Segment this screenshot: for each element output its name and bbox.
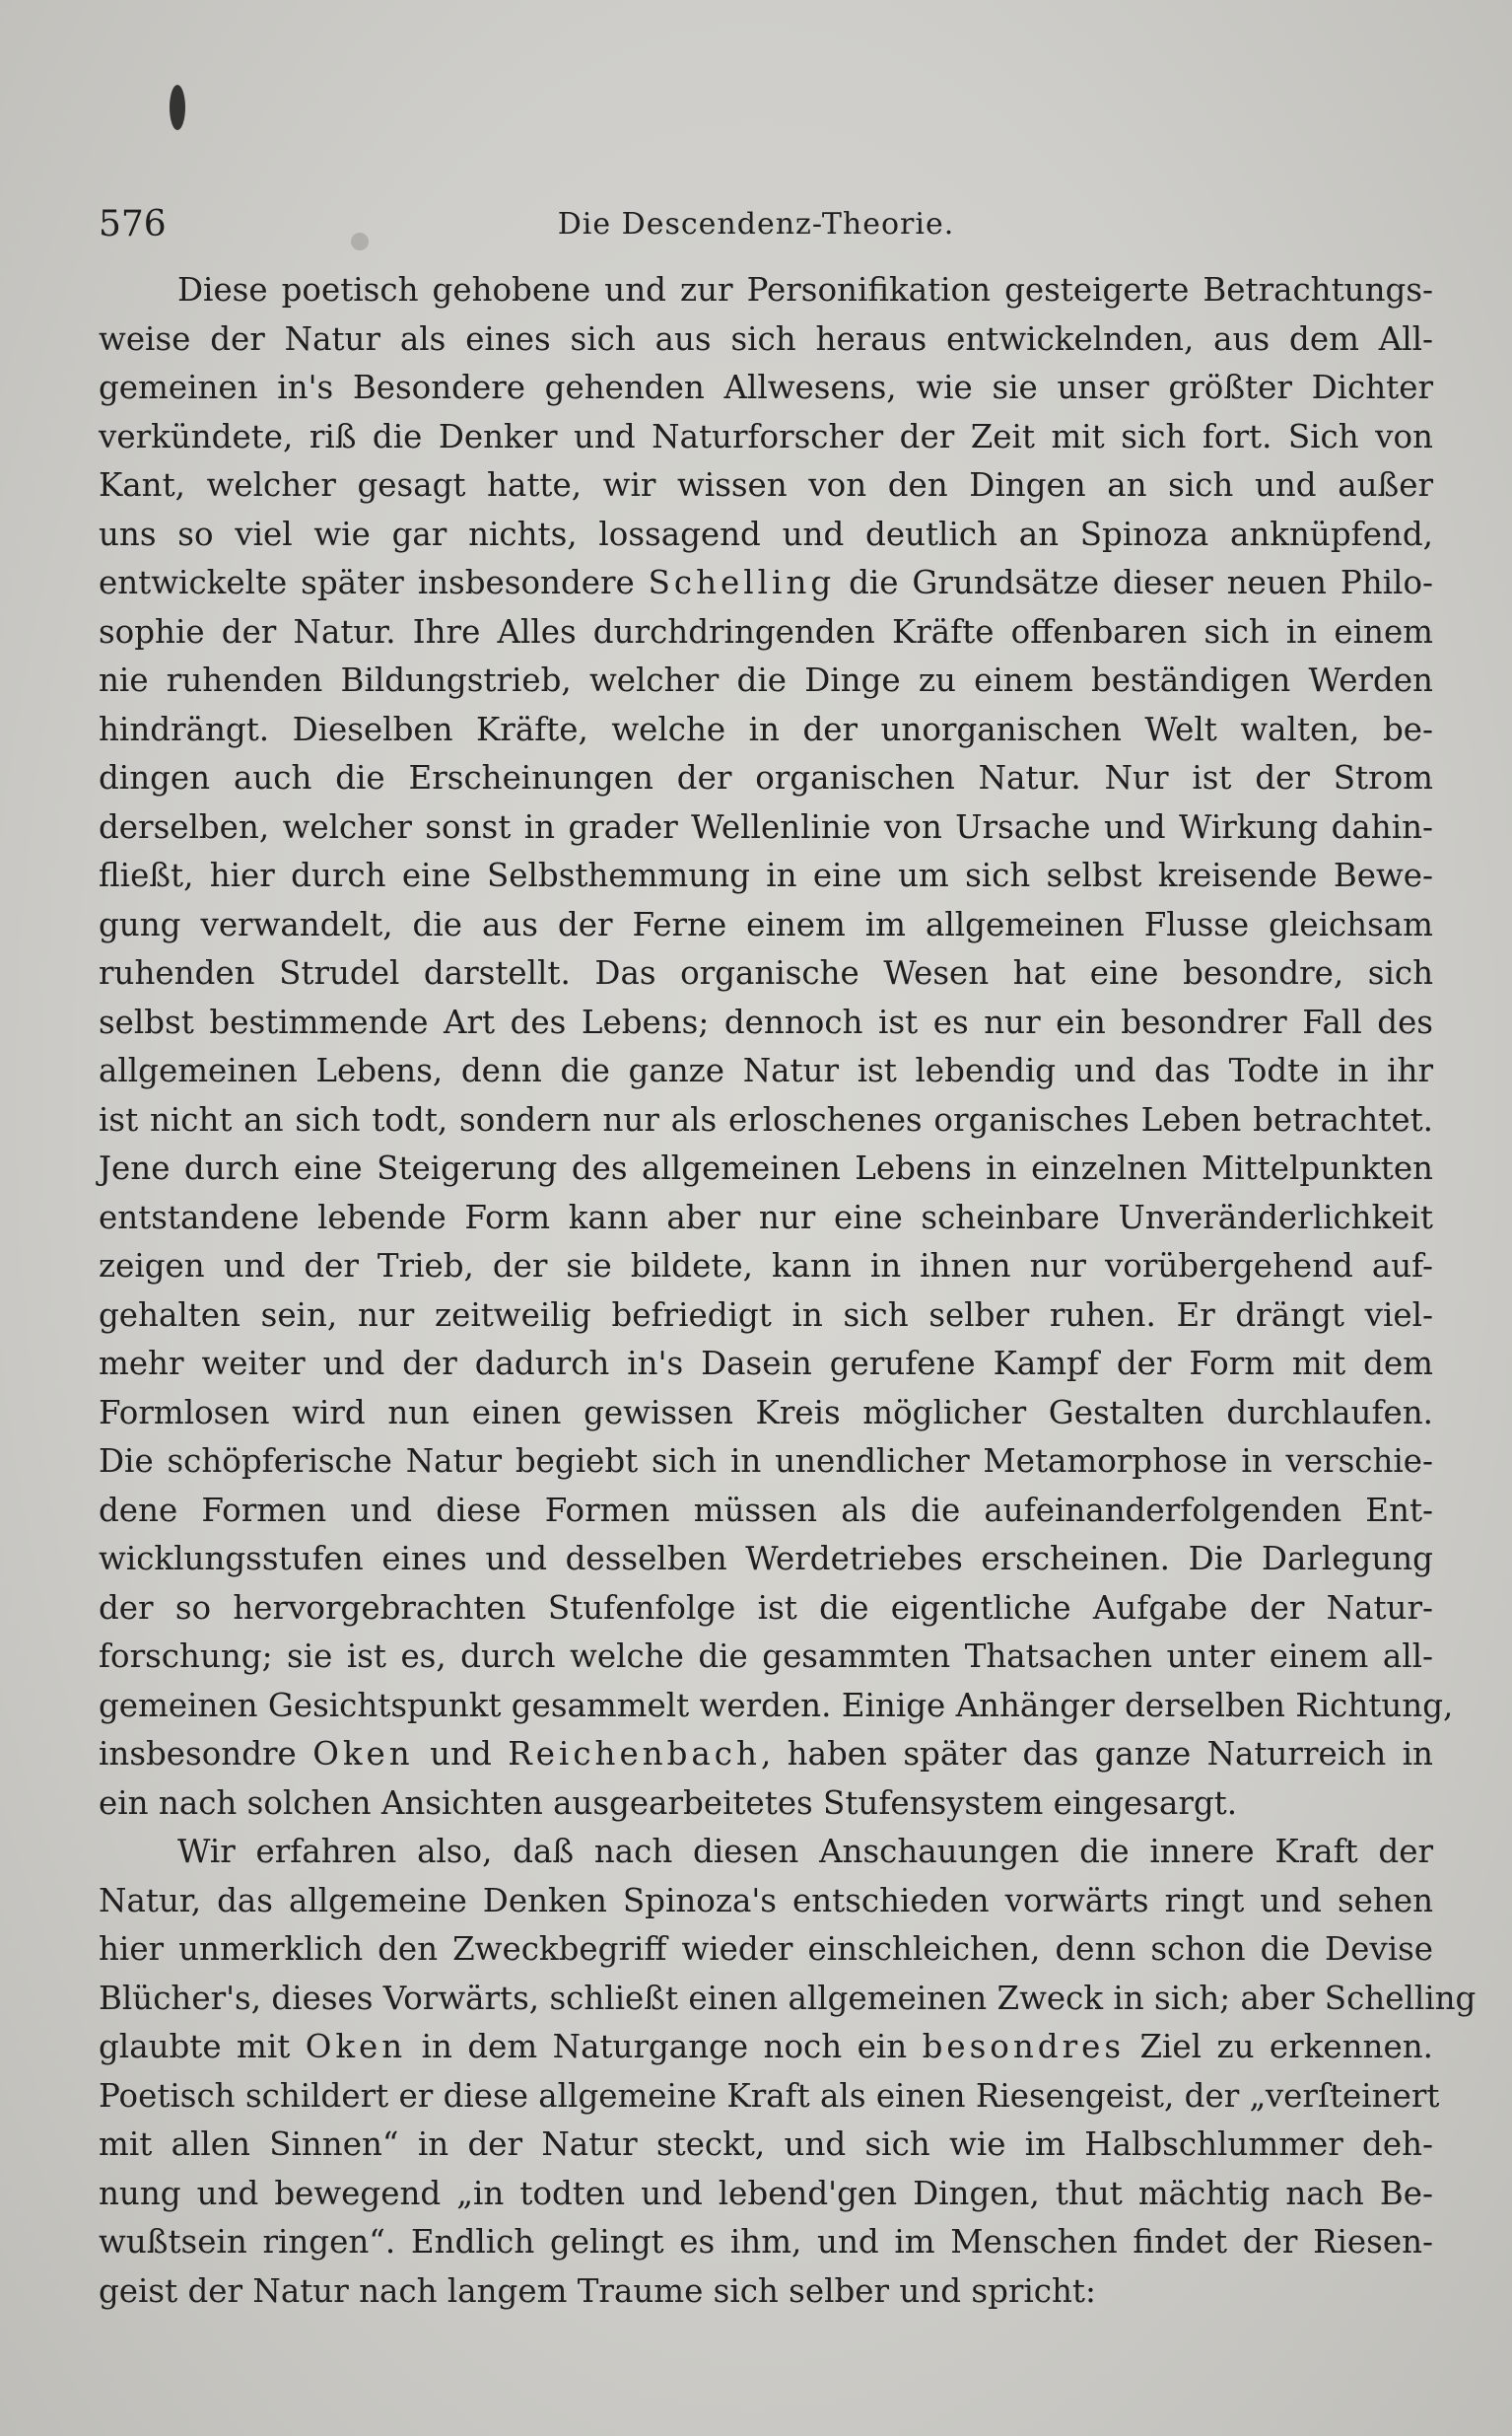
spaced-name: Reichenbach bbox=[508, 1735, 761, 1773]
ink-smudge bbox=[170, 85, 185, 130]
text-line bbox=[99, 608, 1433, 658]
text-line bbox=[99, 266, 1433, 315]
text-line bbox=[99, 511, 1433, 560]
text-line bbox=[99, 1487, 1433, 1536]
text-line bbox=[99, 1437, 1433, 1487]
paragraph-2 bbox=[99, 1828, 1477, 2316]
line-text: sophie der Natur. Ihre Alles durchdringenden Kräfte offenbaren sich in einem bbox=[99, 612, 1433, 651]
line-text: ein nach solchen Ansichten ausgearbeitetes Stufensystem eingesargt. bbox=[99, 1783, 1238, 1822]
text-line bbox=[99, 1779, 1433, 1829]
text-line bbox=[99, 364, 1433, 413]
line-text: mit allen Sinnen“ in der Natur steckt, und sich wie im Halbschlummer deh- bbox=[99, 2125, 1433, 2163]
line-text: mehr weiter und der dadurch in's Dasein gerufene Kampf der Form mit dem bbox=[99, 1345, 1433, 1382]
text-line bbox=[99, 803, 1433, 853]
line-text: Jene durch eine Steigerung des allgemeinen Lebens in einzelnen Mittelpunkten bbox=[99, 1149, 1433, 1187]
line-text: Wir erfahren also, daß nach diesen Anschauungen die innere Kraft der bbox=[177, 1833, 1433, 1870]
line-text: dene Formen und diese Formen müssen als die aufeinanderfolgenden Ent- bbox=[99, 1491, 1433, 1529]
line-text: gemeinen in's Besondere gehenden Allwesens, wie sie unser größter Dichter bbox=[99, 369, 1433, 406]
line-text: wußtsein ringen“. Endlich gelingt es ihm, und im Menschen findet der Riesen- bbox=[99, 2223, 1433, 2261]
line-text: der so hervorgebrachten Stufenfolge ist die eigentliche Aufgabe der Natur- bbox=[99, 1588, 1433, 1627]
line-text: nie ruhenden Bildungstrieb, welcher die Dinge zu einem beständigen Werden bbox=[99, 661, 1433, 699]
line-text: entwickelte später insbesondere bbox=[99, 564, 649, 601]
line-text: glaubte mit bbox=[99, 2028, 306, 2065]
line-text: und bbox=[413, 1735, 509, 1773]
paragraph-1 bbox=[99, 266, 1454, 1828]
line-text: allgemeinen Lebens, denn die ganze Natur ist lebendig und das Todte in ihr bbox=[99, 1052, 1433, 1089]
line-text: Diese poetisch gehobene und zur Personifikation gesteigerte Betrachtungs- bbox=[177, 271, 1433, 309]
running-head: Die Descendenz-Theorie. bbox=[557, 207, 955, 242]
text-line bbox=[99, 657, 1433, 706]
text-line bbox=[99, 1389, 1433, 1438]
line-text: wicklungsstufen eines und desselben Werdetriebes erscheinen. Die Darlegung bbox=[99, 1540, 1433, 1577]
text-line bbox=[99, 1975, 1477, 2024]
spaced-name: besondres bbox=[922, 2028, 1126, 2065]
line-text: zeigen und der Trieb, der sie bildete, kann in ihnen nur vorübergehend auf- bbox=[99, 1247, 1433, 1285]
body-text bbox=[99, 266, 1477, 2316]
line-text: Blücher's, dieses Vorwärts, schließt einen allgemeinen Zweck in sich; aber Schelling bbox=[99, 1979, 1477, 2017]
text-line bbox=[99, 1535, 1433, 1584]
line-text: uns so viel wie gar nichts, lossagend und deutlich an Spinoza anknüpfend, bbox=[99, 515, 1433, 553]
text-line bbox=[99, 1584, 1433, 1634]
spaced-name: Schelling bbox=[648, 564, 836, 601]
text-line bbox=[99, 1877, 1433, 1926]
line-text: Poetisch schildert er diese allgemeine Kraft als einen Riesengeist, der „verſteinert bbox=[99, 2076, 1440, 2115]
line-text: gung verwandelt, die aus der Ferne einem im allgemeinen Flusse gleichsam bbox=[99, 905, 1433, 943]
line-text: in dem Naturgange noch ein bbox=[406, 2028, 923, 2065]
text-line bbox=[99, 2218, 1433, 2267]
text-line bbox=[99, 413, 1433, 462]
line-text: geist der Natur nach langem Traume sich selber und spricht: bbox=[99, 2271, 1096, 2310]
line-text: verkündete, riß die Denker und Naturforscher der Zeit mit sich fort. Sich von bbox=[99, 417, 1433, 455]
text-line bbox=[99, 901, 1433, 950]
text-line bbox=[99, 1291, 1433, 1341]
text-line bbox=[99, 1145, 1433, 1194]
page-number: 576 bbox=[99, 204, 167, 244]
text-line bbox=[99, 999, 1433, 1048]
line-text: die Grundsätze dieser neuen Philo- bbox=[835, 564, 1433, 601]
spaced-name: Oken bbox=[312, 1735, 414, 1773]
line-text: ist nicht an sich todt, sondern nur als erloschenes organisches Leben betrachtet. bbox=[99, 1100, 1433, 1139]
line-text: Die schöpferische Natur begiebt sich in unendlicher Metamorphose in verschie- bbox=[99, 1442, 1433, 1480]
line-text: dingen auch die Erscheinungen der organischen Natur. Nur ist der Strom bbox=[99, 759, 1433, 797]
text-line bbox=[99, 2121, 1433, 2170]
line-text: insbesondre bbox=[99, 1735, 313, 1773]
text-line bbox=[99, 1047, 1433, 1096]
text-line bbox=[99, 315, 1433, 365]
line-text: gehalten sein, nur zeitweilig befriedigt in sich selber ruhen. Er drängt viel- bbox=[99, 1295, 1433, 1334]
line-text: fließt, hier durch eine Selbsthemmung in eine um sich selbst kreisende Bewe- bbox=[99, 857, 1433, 894]
line-text: derselben, welcher sonst in grader Wellenlinie von Ursache und Wirkung dahin- bbox=[99, 807, 1433, 846]
line-text: nung und bewegend „in todten und lebend'gen Dingen, thut mächtig nach Be- bbox=[99, 2174, 1433, 2212]
text-line bbox=[99, 1828, 1433, 1877]
line-text: Ziel zu erkennen. bbox=[1125, 2028, 1433, 2065]
line-text: Natur, das allgemeine Denken Spinoza's entschieden vorwärts ringt und sehen bbox=[99, 1881, 1433, 1919]
line-text: ruhenden Strudel darstellt. Das organische Wesen hat eine besondre, sich bbox=[99, 954, 1433, 992]
text-line bbox=[99, 1682, 1454, 1731]
text-line bbox=[99, 2267, 1433, 2317]
text-line bbox=[99, 1096, 1433, 1146]
line-text: Kant, welcher gesagt hatte, wir wissen von den Dingen an sich und außer bbox=[99, 466, 1433, 504]
text-line bbox=[99, 2170, 1433, 2219]
text-line bbox=[99, 949, 1433, 999]
text-line bbox=[99, 1340, 1433, 1389]
spaced-name: Oken bbox=[305, 2028, 407, 2065]
line-text: entstandene lebende Form kann aber nur eine scheinbare Unveränderlichkeit bbox=[99, 1198, 1433, 1236]
text-line bbox=[99, 706, 1433, 755]
text-line bbox=[99, 1730, 1433, 1779]
text-line bbox=[99, 461, 1433, 511]
line-text: forschung; sie ist es, durch welche die gesammten Thatsachen unter einem all- bbox=[99, 1637, 1433, 1675]
page-header bbox=[99, 203, 1413, 246]
text-line bbox=[99, 1194, 1433, 1243]
text-line bbox=[99, 1242, 1433, 1291]
line-text: selbst bestimmende Art des Lebens; dennoch ist es nur ein besondrer Fall des bbox=[99, 1003, 1433, 1041]
line-text: hier unmerklich den Zweckbegriff wieder einschleichen, denn schon die Devise bbox=[99, 1930, 1433, 1968]
text-line bbox=[99, 1925, 1433, 1975]
line-text: gemeinen Gesichtspunkt gesammelt werden. Einige Anhänger derselben Richtung, bbox=[99, 1686, 1454, 1724]
text-line bbox=[99, 2023, 1433, 2072]
line-text: , haben später das ganze Naturreich in bbox=[760, 1735, 1433, 1773]
text-line bbox=[99, 754, 1433, 803]
line-text: weise der Natur als eines sich aus sich heraus entwickelnden, aus dem All- bbox=[99, 319, 1433, 358]
text-line bbox=[99, 852, 1433, 901]
line-text: hindrängt. Dieselben Kräfte, welche in der unorganischen Welt walten, be- bbox=[99, 710, 1433, 748]
text-line bbox=[99, 1633, 1433, 1682]
text-line bbox=[99, 2072, 1440, 2122]
text-line bbox=[99, 559, 1433, 608]
line-text: Formlosen wird nun einen gewissen Kreis möglicher Gestalten durchlaufen. bbox=[99, 1393, 1433, 1431]
